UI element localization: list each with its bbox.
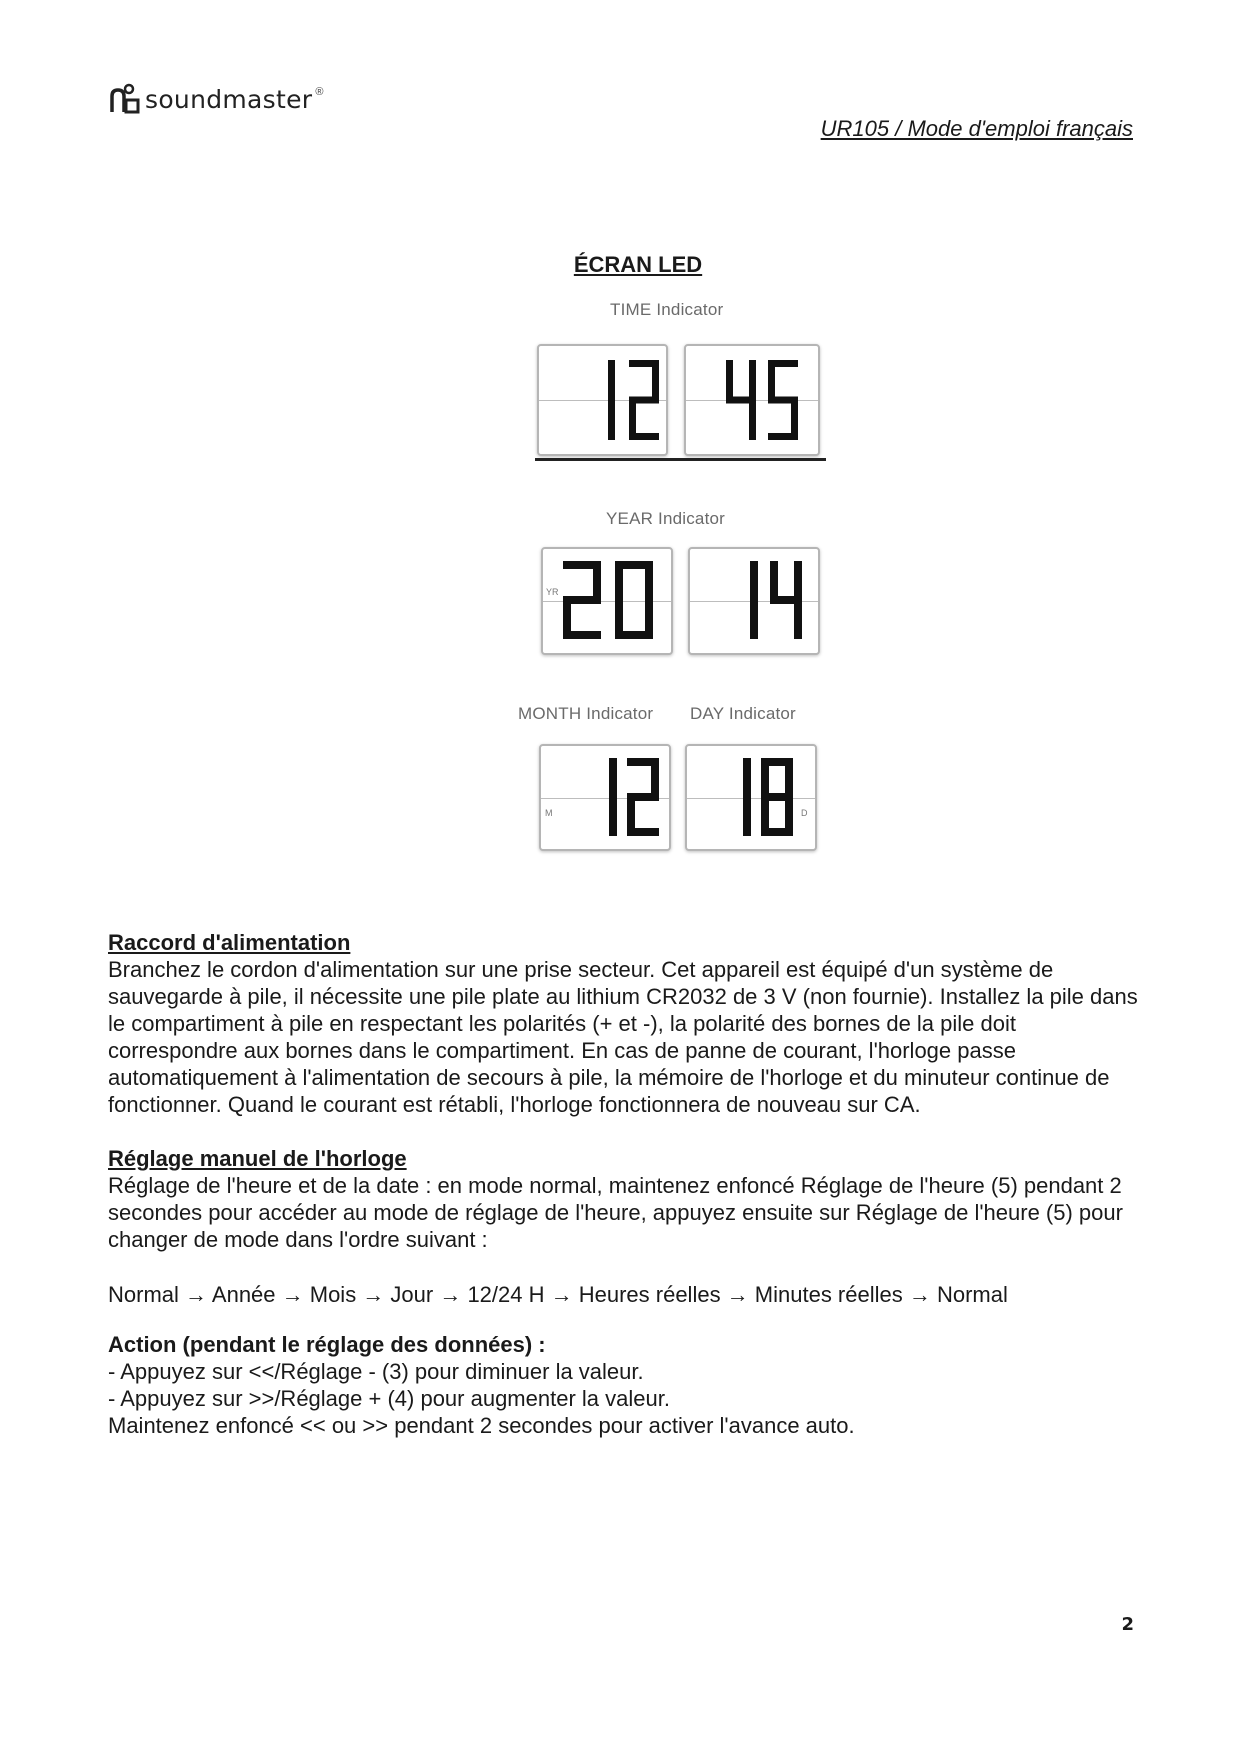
day-tag: D [801,808,808,818]
lcd-segment-b [593,561,601,600]
page-number: 2 [1121,1614,1134,1635]
power-section [108,929,1148,1118]
year-indicator-label: YEAR Indicator [606,509,726,528]
lcd-segment-b [794,561,802,600]
day-indicator-label: DAY Indicator [690,704,796,723]
lcd-segment-f [768,360,775,400]
lcd-segment-b [645,561,653,600]
brand-logo [108,82,323,116]
lcd-segment-f [761,758,769,797]
clock-body: Réglage de l'heure et de la date : en mode normal, maintenez enfoncé Réglage de l'heure (5) pendant 2 secondes pour accéder au mode de réglage de l'heure, appuyez ensuite sur Réglage de l'heure (5) pour changer de mode dans l'ordre suivant : [108,1173,1123,1252]
lcd-segment-d [627,828,659,836]
lcd-segment-b [609,758,617,797]
time-minutes-display [684,344,820,456]
day-display [685,744,817,851]
lcd-segment-e [615,600,623,639]
month-tag: M [545,808,553,818]
soundmaster-logo-icon [108,82,142,116]
registered-mark: ® [315,86,324,98]
lcd-segment-c [609,797,617,836]
power-heading: Raccord d'alimentation [108,930,351,955]
lcd-segment-f [726,360,733,400]
section-title: ÉCRAN LED [573,252,703,277]
action-item-decrease: - Appuyez sur <</Réglage - (3) pour diminuer la valeur. [108,1359,644,1384]
year-tag: YR [546,587,559,597]
clock-sequence: Normal → Année → Mois → Jour → 12/24 H → Heures réelles → Minutes réelles → Normal [108,1282,1008,1307]
action-item-increase: - Appuyez sur >>/Réglage + (4) pour augmenter la valeur. [108,1386,670,1411]
lcd-segment-b [743,758,751,797]
document-title: UR105 / Mode d'emploi français [820,116,1133,141]
lcd-segment-d [563,631,601,639]
lcd-segment-c [743,797,751,836]
lcd-segment-f [770,561,778,600]
action-note: Maintenez enfoncé << ou >> pendant 2 secondes pour activer l'avance auto. [108,1413,855,1438]
month-indicator-label: MONTH Indicator [518,704,654,723]
time-indicator-label: TIME Indicator [610,300,724,319]
lcd-segment-c [750,600,758,639]
lcd-segment-b [750,561,758,600]
lcd-segment-b [652,360,659,400]
clock-heading: Réglage manuel de l'horloge [108,1146,407,1171]
logo-text: soundmaster [145,84,313,114]
lcd-segment-b [785,758,793,797]
year-low-display [688,547,820,655]
lcd-segment-b [651,758,659,797]
clock-section [108,1145,1148,1308]
time-underline [535,458,826,461]
lcd-segment-c [794,600,802,639]
lcd-segment-d [768,433,798,440]
action-heading: Action (pendant le réglage des données) : [108,1332,546,1357]
month-display [539,744,671,851]
power-body: Branchez le cordon d'alimentation sur une prise secteur. Cet appareil est équipé d'un système de sauvegarde à pile, il nécessite une pile plate au lithium CR2032 de 3 V (non fournie). Installez la pile dans le compartiment à pile en respectant les polarités (+ et -), la polarité des bornes de la pile doit correspondre aux bornes dans le compartiment. En cas de panne de courant, l'horloge passe automatiquement à l'alimentation de secours à pile, la mémoire de l'horloge et du minuteur continue de fonctionner. Quand le courant est rétabli, l'horloge fonctionnera de nouveau sur CA. [108,957,1138,1117]
lcd-segment-f [615,561,623,600]
lcd-segment-b [749,360,756,400]
action-section [108,1331,1148,1439]
year-high-display [541,547,673,655]
lcd-segment-c [608,400,615,440]
lcd-segment-e [761,797,769,836]
lcd-segment-d [629,433,659,440]
time-hours-display [537,344,668,456]
lcd-segment-b [608,360,615,400]
lcd-segment-g [761,793,793,801]
lcd-segment-c [749,400,756,440]
